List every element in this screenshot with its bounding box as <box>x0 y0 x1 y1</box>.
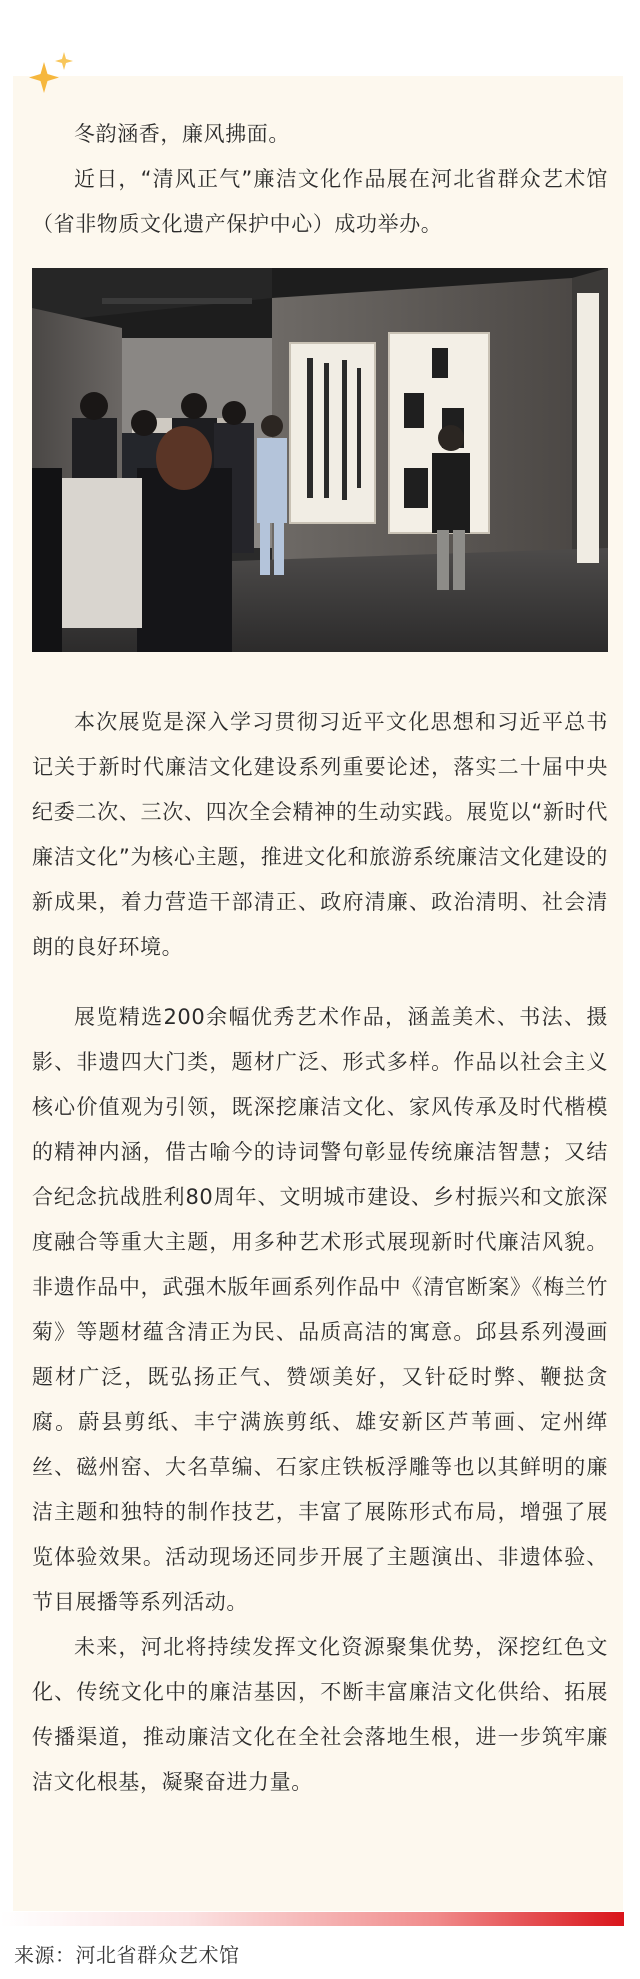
body-section-2 <box>32 995 608 1805</box>
body-paragraph: 展览精选200余幅优秀艺术作品，涵盖美术、书法、摄影、非遗四大门类，题材广泛、形式多样。作品以社会主义核心价值观为引领，既深挖廉洁文化、家风传承及时代楷模的精神内涵，借古喻今的诗词警句彰显传统廉洁智慧；又结合纪念抗战胜利80周年、文明城市建设、乡村振兴和文旅深度融合等重大主题，用多种艺术形式展现新时代廉洁风貌。非遗作品中，武强木版年画系列作品中《清官断案》《梅兰竹菊》等题材蕴含清正为民、品质高洁的寓意。邱县系列漫画题材广泛，既弘扬正气、赞颂美好，又针砭时弊、鞭挞贪腐。蔚县剪纸、丰宁满族剪纸、雄安新区芦苇画、定州缂丝、磁州窑、大名草编、石家庄铁板浮雕等也以其鲜明的廉洁主题和独特的制作技艺，丰富了展陈形式布局，增强了展览体验效果。活动现场还同步开展了主题演出、非遗体验、节目展播等系列活动。 <box>32 1005 608 1614</box>
intro-section <box>32 112 608 247</box>
intro-paragraph: 近日，“清风正气”廉洁文化作品展在河北省群众艺术馆（省非物质文化遗产保护中心）成功举办。 <box>32 167 608 236</box>
body-paragraph: 未来，河北将持续发挥文化资源聚集优势，深挖红色文化、传统文化中的廉洁基因，不断丰富廉洁文化供给、拓展传播渠道，推动廉洁文化在全社会落地生根，进一步筑牢廉洁文化根基，凝聚奋进力量。 <box>32 1635 608 1794</box>
body-paragraph: 本次展览是深入学习贯彻习近平文化思想和习近平总书记关于新时代廉洁文化建设系列重要论述，落实二十届中央纪委二次、三次、四次全会精神的生动实践。展览以“新时代廉洁文化”为核心主题，推进文化和旅游系统廉洁文化建设的新成果，着力营造干部清正、政府清廉、政治清明、社会清朗的良好环境。 <box>32 710 608 959</box>
divider-bar <box>0 1912 624 1926</box>
sparkle-icon <box>28 50 78 96</box>
body-section-1 <box>32 700 608 970</box>
exhibition-photo <box>32 268 608 652</box>
intro-paragraph: 冬韵涵香，廉风拂面。 <box>74 122 290 146</box>
source-credit: 来源：河北省群众艺术馆 <box>14 1943 240 1967</box>
